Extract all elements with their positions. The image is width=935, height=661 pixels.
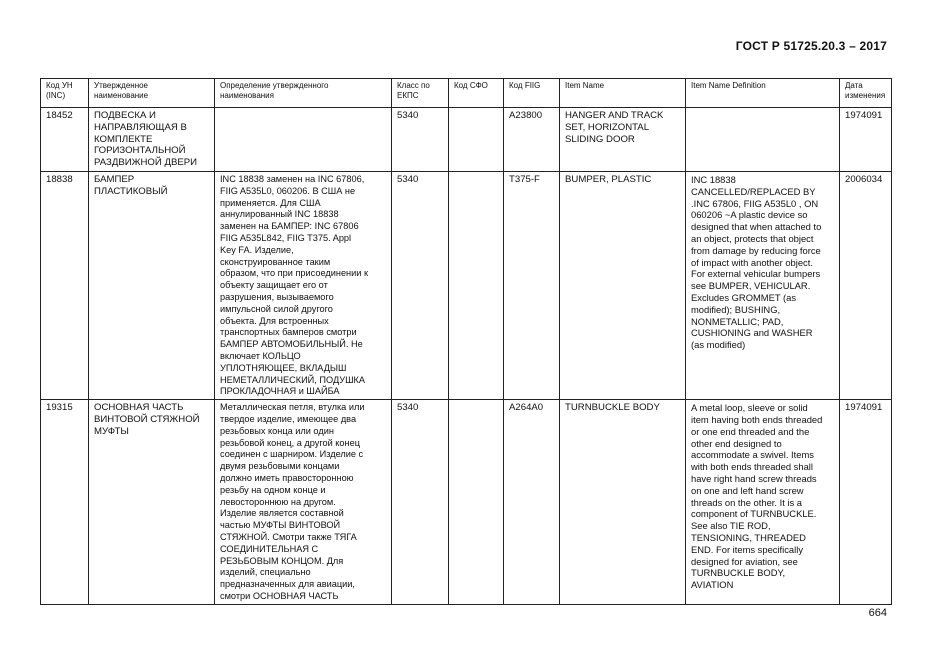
cell-item-name: TURNBUCKLE BODY <box>560 400 686 605</box>
header-date: Дата изменения <box>840 79 892 108</box>
cell-class-ekps: 5340 <box>392 172 449 400</box>
table-header <box>41 79 892 108</box>
header-class-ekps: Класс по ЕКПС <box>392 79 449 108</box>
header-item-definition: Item Name Definition <box>686 79 840 108</box>
cell-item-name: HANGER AND TRACK SET, HORIZONTAL SLIDING DOOR <box>560 108 686 172</box>
header-item-name: Item Name <box>560 79 686 108</box>
header-definition: Определение утвержденного наименования <box>215 79 392 108</box>
header-fiig: Код FIIG <box>504 79 560 108</box>
table-row <box>41 400 892 605</box>
cell-inc: 18838 <box>41 172 89 400</box>
table-row <box>41 108 892 172</box>
cell-definition-ru: Металлическая петля, втулка или твердое изделие, имеющее два резьбовых конца или один резьбовой конец, а другой конец соединен с шарниром. Изделие с двумя резьбовыми концами должно иметь правосторонною резьбу на одном конце и левостороннюю на другом. Изделие является составной частью МУФТЫ ВИНТОВОЙ СТЯЖНОЙ. Смотри также ТЯГА СОЕДИНИТЕЛЬНАЯ С РЕЗЬБОВЫМ КОНЦОМ. Для изделий, специально предназначенных для авиации, смотри ОСНОВНАЯ ЧАСТЬ <box>215 400 392 605</box>
cell-definition-ru: INC 18838 заменен на INC 67806, FIIG A535L0, 060206. В США не применяется. Для США аннулированный INC 18838 заменен на БАМПЕР: INC 67806 FIIG A535L842, FIIG T375. Appl Key FA. Изделие, сконструированное таким образом, что при присоединении к объекту защищает его от разрушения, вызываемого импульсной силой другого объекта. Для встроенных транспортных бамперов смотри БАМПЕР АВТОМОБИЛЬНЫЙ. Не включает КОЛЬЦО УПЛОТНЯЮЩЕЕ, ВКЛАДЫШ НЕМЕТАЛЛИЧЕСКИЙ, ПОДУШКА ПРОКЛАДОЧНАЯ и ШАЙБА <box>215 172 392 400</box>
cell-date: 2006034 <box>840 172 892 400</box>
cell-name-ru: ОСНОВНАЯ ЧАСТЬ ВИНТОВОЙ СТЯЖНОЙ МУФТЫ <box>89 400 215 605</box>
cell-fiig: A23800 <box>504 108 560 172</box>
cell-inc: 19315 <box>41 400 89 605</box>
cell-date: 1974091 <box>840 400 892 605</box>
header-code-sfo: Код СФО <box>449 79 504 108</box>
cell-item-definition: INC 18838 CANCELLED/REPLACED BY .INC 67806, FIIG A535L0 , ON 060206 ~A plastic device so designed that when attached to an object, protects that object from damage by reducing force of impact with another object. For external vehicular bumpers see BUMPER, VEHICULAR. Excludes GROMMET (as modified); BUSHING, NONMETALLIC; PAD, CUSHIONING and WASHER (as modified) <box>686 172 840 400</box>
cell-fiig: A264A0 <box>504 400 560 605</box>
cell-name-ru: ПОДВЕСКА И НАПРАВЛЯЮЩАЯ В КОМПЛЕКТЕ ГОРИЗОНТАЛЬНОЙ РАЗДВИЖНОЙ ДВЕРИ <box>89 108 215 172</box>
cell-name-ru: БАМПЕР ПЛАСТИКОВЫЙ <box>89 172 215 400</box>
cell-code-sfo <box>449 108 504 172</box>
cell-item-definition <box>686 108 840 172</box>
table-body <box>41 108 892 605</box>
cell-fiig: T375-F <box>504 172 560 400</box>
cell-class-ekps: 5340 <box>392 400 449 605</box>
catalog-table <box>40 78 892 605</box>
table-row <box>41 172 892 400</box>
header-approved-name: Утвержденное наименование <box>89 79 215 108</box>
cell-code-sfo <box>449 172 504 400</box>
document-header: ГОСТ Р 51725.20.3 – 2017 <box>735 39 887 53</box>
header-row <box>41 79 892 108</box>
page-number: 664 <box>868 607 887 619</box>
cell-code-sfo <box>449 400 504 605</box>
cell-item-definition: A metal loop, sleeve or solid item having both ends threaded or one end threaded and the other end designed to accommodate a swivel. Items with both ends threaded shall have right hand screw threads on one and left hand screw threads on the other. It is a component of TURNBUCKLE. See also TIE ROD, TENSIONING, THREADED END. For items specifically designed for aviation, see TURNBUCKLE BODY, AVIATION <box>686 400 840 605</box>
cell-definition-ru <box>215 108 392 172</box>
header-inc: Код УН (INC) <box>41 79 89 108</box>
cell-date: 1974091 <box>840 108 892 172</box>
cell-inc: 18452 <box>41 108 89 172</box>
cell-class-ekps: 5340 <box>392 108 449 172</box>
cell-item-name: BUMPER, PLASTIC <box>560 172 686 400</box>
